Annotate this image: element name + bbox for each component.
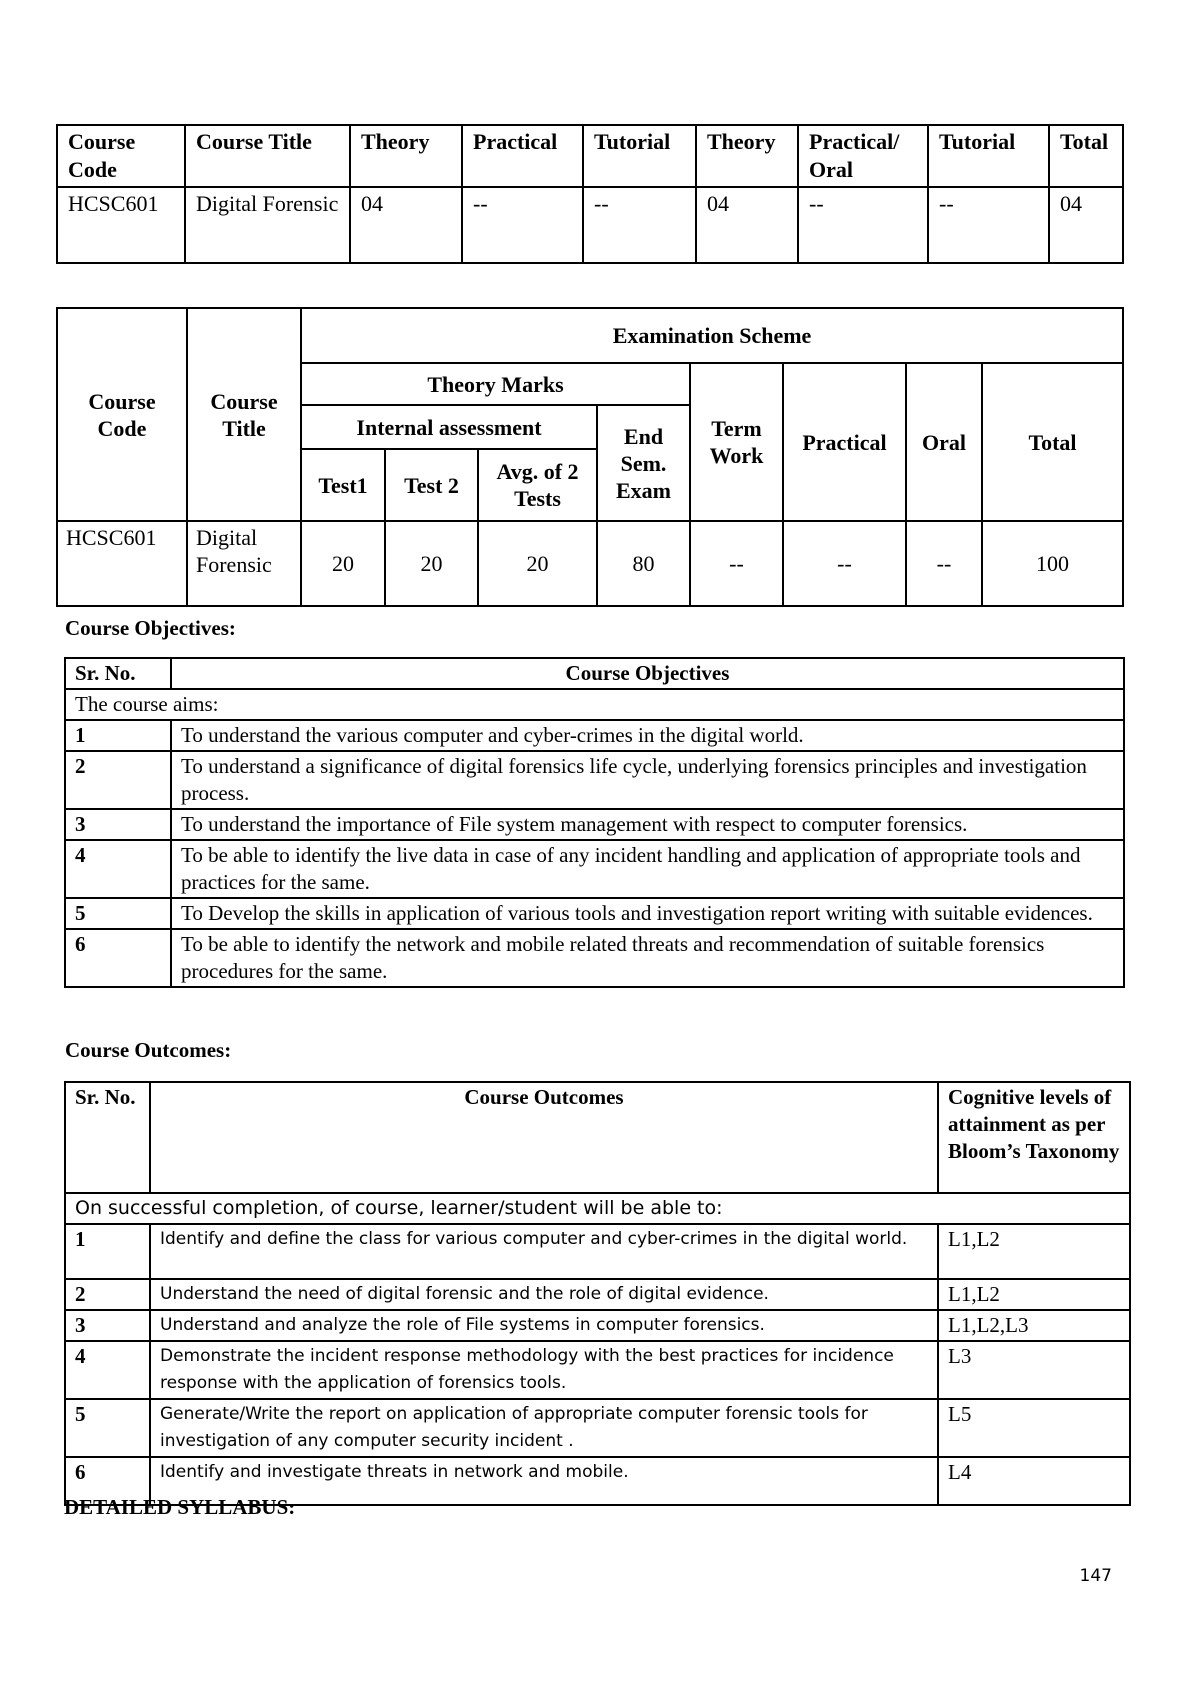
row-number: 4 bbox=[65, 1341, 150, 1399]
header-cell: Test 2 bbox=[385, 449, 478, 521]
header-cell: Internal assessment bbox=[301, 405, 597, 449]
table-cell: HCSC601 bbox=[57, 187, 185, 263]
header-cell: Course Code bbox=[57, 125, 185, 187]
table-row bbox=[65, 1193, 1130, 1224]
table-cell: Digital Forensic bbox=[185, 187, 350, 263]
table-row bbox=[65, 809, 1124, 840]
row-number: 6 bbox=[65, 1457, 150, 1505]
header-cell: Course Title bbox=[185, 125, 350, 187]
header-cell: Examination Scheme bbox=[301, 308, 1123, 363]
table-header-row bbox=[57, 125, 1123, 187]
header-cell: Cognitive levels of attainment as per Bloom’s Taxonomy bbox=[938, 1082, 1130, 1193]
table-cell: 20 bbox=[385, 521, 478, 606]
page-number: 147 bbox=[1079, 1566, 1112, 1586]
table-row bbox=[65, 689, 1124, 720]
header-cell: Term Work bbox=[690, 363, 783, 521]
table-cell: 100 bbox=[982, 521, 1123, 606]
teaching-scheme-table bbox=[56, 124, 1124, 264]
table-header-row bbox=[57, 308, 1123, 363]
table-cell: -- bbox=[798, 187, 928, 263]
header-cell: Avg. of 2 Tests bbox=[478, 449, 597, 521]
header-cell: Course Title bbox=[187, 308, 301, 521]
row-number: 2 bbox=[65, 1279, 150, 1310]
row-number: 2 bbox=[65, 751, 171, 809]
bloom-level: L5 bbox=[938, 1399, 1130, 1457]
outcome-text: Demonstrate the incident response methodology with the best practices for incidence response with the application of forensics tools. bbox=[150, 1341, 938, 1399]
table-cell: -- bbox=[462, 187, 583, 263]
header-cell: Total bbox=[982, 363, 1123, 521]
table-row bbox=[65, 1399, 1130, 1457]
header-cell: Course Objectives bbox=[171, 658, 1124, 689]
objective-text: To understand the various computer and cyber-crimes in the digital world. bbox=[171, 720, 1124, 751]
table-cell: 20 bbox=[301, 521, 385, 606]
header-cell: Practical bbox=[462, 125, 583, 187]
header-cell: Course Code bbox=[57, 308, 187, 521]
table-cell: -- bbox=[583, 187, 696, 263]
table-row bbox=[65, 1310, 1130, 1341]
bloom-level: L1,L2 bbox=[938, 1279, 1130, 1310]
objective-text: To be able to identify the network and mobile related threats and recommendation of suitable forensics procedures for the same. bbox=[171, 929, 1124, 987]
table-cell: Digital Forensic bbox=[187, 521, 301, 606]
table-row bbox=[65, 720, 1124, 751]
table-cell: HCSC601 bbox=[57, 521, 187, 606]
table-header-row bbox=[65, 1082, 1130, 1193]
outcome-text: Understand the need of digital forensic and the role of digital evidence. bbox=[150, 1279, 938, 1310]
table-cell: -- bbox=[928, 187, 1049, 263]
header-cell: Theory bbox=[696, 125, 798, 187]
header-cell: Practical/ Oral bbox=[798, 125, 928, 187]
header-cell: Total bbox=[1049, 125, 1123, 187]
header-cell: End Sem. Exam bbox=[597, 405, 690, 521]
row-number: 5 bbox=[65, 1399, 150, 1457]
course-objectives-heading: Course Objectives: bbox=[65, 616, 236, 640]
table-row bbox=[57, 187, 1123, 263]
table-row bbox=[65, 840, 1124, 898]
objective-text: To be able to identify the live data in case of any incident handling and application of appropriate tools and practices for the same. bbox=[171, 840, 1124, 898]
bloom-level: L1,L2 bbox=[938, 1224, 1130, 1279]
header-cell: Test1 bbox=[301, 449, 385, 521]
row-number: 4 bbox=[65, 840, 171, 898]
outcome-text: Identify and investigate threats in network and mobile. bbox=[150, 1457, 938, 1505]
objective-text: To understand the importance of File system management with respect to computer forensics. bbox=[171, 809, 1124, 840]
course-objectives-table bbox=[64, 657, 1125, 988]
bloom-level: L3 bbox=[938, 1341, 1130, 1399]
row-number: 3 bbox=[65, 1310, 150, 1341]
header-cell: Tutorial bbox=[928, 125, 1049, 187]
header-cell: Sr. No. bbox=[65, 1082, 150, 1193]
header-cell: Course Outcomes bbox=[150, 1082, 938, 1193]
row-number: 5 bbox=[65, 898, 171, 929]
objective-text: To Develop the skills in application of various tools and investigation report writing with suitable evidences. bbox=[171, 898, 1124, 929]
table-cell: -- bbox=[690, 521, 783, 606]
row-number: 6 bbox=[65, 929, 171, 987]
header-cell: Sr. No. bbox=[65, 658, 171, 689]
header-cell: Theory bbox=[350, 125, 462, 187]
row-number: 3 bbox=[65, 809, 171, 840]
header-cell: Tutorial bbox=[583, 125, 696, 187]
table-cell: 04 bbox=[696, 187, 798, 263]
table-row bbox=[65, 751, 1124, 809]
table-intro-cell: On successful completion, of course, learner/student will be able to: bbox=[65, 1193, 1130, 1224]
header-cell: Oral bbox=[906, 363, 982, 521]
table-row bbox=[65, 1224, 1130, 1279]
table-cell: 20 bbox=[478, 521, 597, 606]
bloom-level: L1,L2,L3 bbox=[938, 1310, 1130, 1341]
bloom-level: L4 bbox=[938, 1457, 1130, 1505]
detailed-syllabus-heading: DETAILED SYLLABUS: bbox=[64, 1495, 296, 1519]
table-row bbox=[57, 521, 1123, 606]
table-cell: -- bbox=[783, 521, 906, 606]
table-cell: 80 bbox=[597, 521, 690, 606]
outcome-text: Identify and define the class for various computer and cyber-crimes in the digital world. bbox=[150, 1224, 938, 1279]
table-row bbox=[65, 1279, 1130, 1310]
outcome-text: Understand and analyze the role of File systems in computer forensics. bbox=[150, 1310, 938, 1341]
table-row bbox=[65, 898, 1124, 929]
row-number: 1 bbox=[65, 1224, 150, 1279]
course-outcomes-table bbox=[64, 1081, 1131, 1506]
outcome-text: Generate/Write the report on application of appropriate computer forensic tools for investigation of any computer security incident . bbox=[150, 1399, 938, 1457]
header-cell: Theory Marks bbox=[301, 363, 690, 405]
objective-text: To understand a significance of digital forensics life cycle, underlying forensics principles and investigation process. bbox=[171, 751, 1124, 809]
table-cell: 04 bbox=[1049, 187, 1123, 263]
table-intro-cell: The course aims: bbox=[65, 689, 1124, 720]
examination-scheme-table bbox=[56, 307, 1124, 607]
table-row bbox=[65, 1341, 1130, 1399]
row-number: 1 bbox=[65, 720, 171, 751]
course-outcomes-heading: Course Outcomes: bbox=[65, 1038, 232, 1062]
table-cell: -- bbox=[906, 521, 982, 606]
table-header-row bbox=[65, 658, 1124, 689]
table-row bbox=[65, 929, 1124, 987]
header-cell: Practical bbox=[783, 363, 906, 521]
table-cell: 04 bbox=[350, 187, 462, 263]
